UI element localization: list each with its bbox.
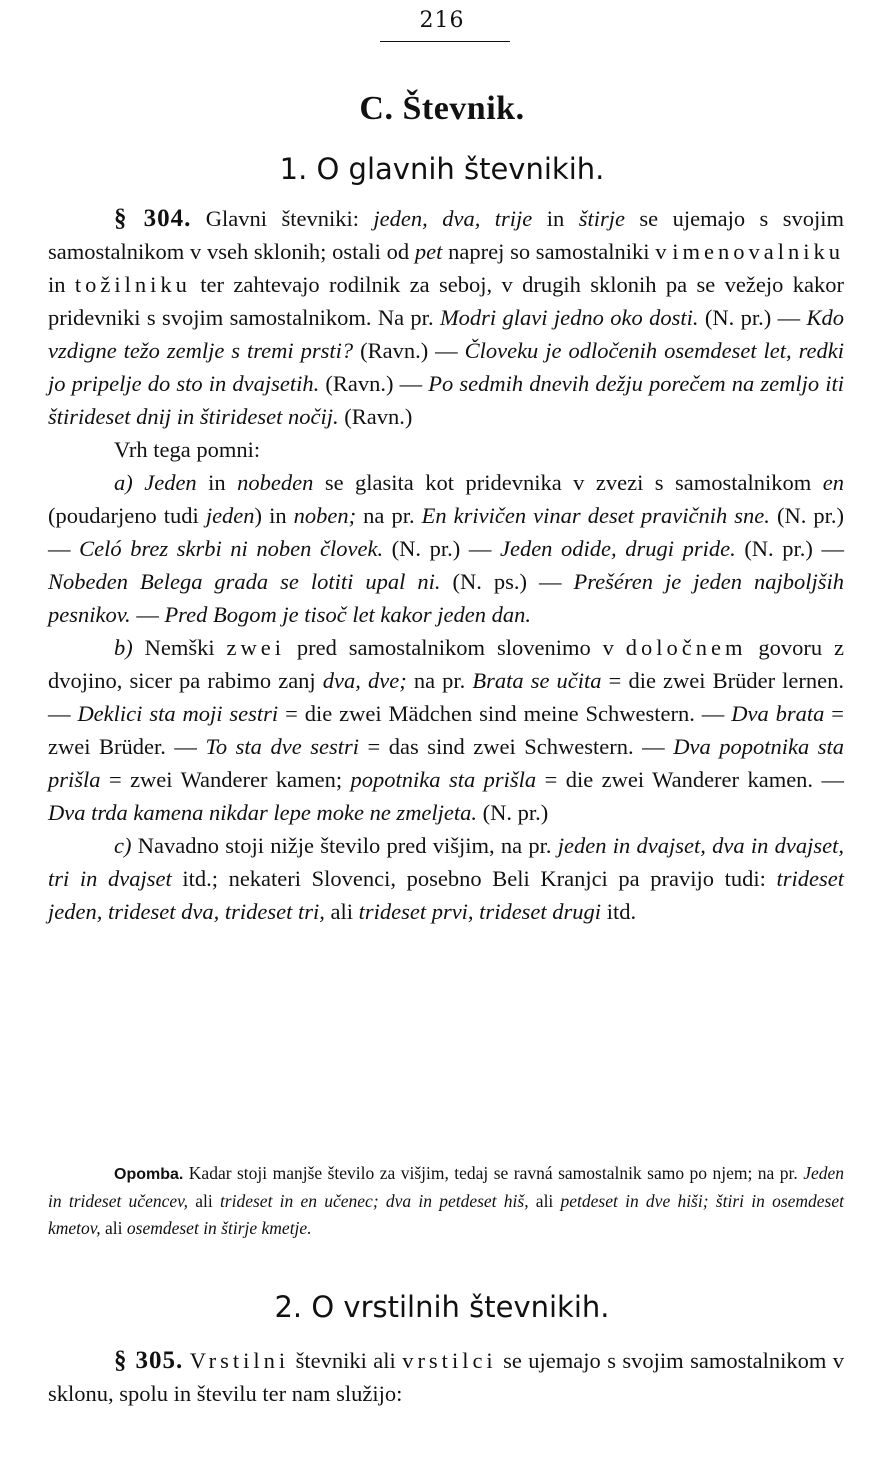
paragraph-b: b) Nemški zwei pred samostalnikom slovenimo v določnem govoru z dvojino, sicer pa rabimo zanj dva, dve; na pr. Brata se učita = die zwei Brüder lernen. — Deklici sta moji sestri = die zwei Mädchen sind meine Schwestern. — Dva brata = zwei Brüder. — To sta dve sestri = das sind zwei Schwestern. — Dva popotnika sta prišla = zwei Wanderer kamen; popotnika sta prišla = die zwei Wanderer kamen. — Dva trda kamena nikdar lepe moke ne zmeljeta. (N. pr.) xyxy=(48,635,845,825)
main-text xyxy=(48,202,844,928)
paragraph-number: § 304. xyxy=(114,205,192,232)
paragraph-vrh: Vrh tega pomni: xyxy=(114,437,261,462)
page-number: 216 xyxy=(419,8,465,33)
note-label: Opomba. xyxy=(114,1166,184,1183)
paragraph-305: § 305. Vrstilni števniki ali vrstilci se ujemajo s svojim samostalnikom v sklonu, spolu in številu ter nam služijo: xyxy=(48,1347,844,1406)
footnote-opomba: Opomba. Kadar stoji manjše število za višjim, tedaj se ravná samostalnik samo po njem; na pr. Jeden in trideset učencev, ali trideset in en učenec; dva in petdeset hiš, ali petdeset in dve hiši; štiri in osemdeset kmetov, ali osemdeset in štirje kmetje. xyxy=(48,1163,844,1238)
paragraph-304: § 304. Glavni števniki: jeden, dva, trije in štirje se ujemajo s svojim samostalnikom v vseh sklonih; ostali od pet naprej so samostalniki v imenovalniku in tožilniku ter zahtevajo rodilnik za seboj, v drugih sklonih pa se vežejo kakor pridevniki s svojim samostalnikom. Na pr. Modri glavi jedno oko dosti. (N. pr.) — Kdo vzdigne težo zemlje s tremi prsti? (Ravn.) — Človeku je odločenih osemdeset let, redki jo pripelje do sto in dvajsetih. (Ravn.) — Po sedmih dnevih dežju porečem na zemljo iti štirideset dnij in štirideset nočij. (Ravn.) xyxy=(48,205,844,429)
header-rule xyxy=(380,41,510,42)
paragraph-c: c) Navadno stoji nižje število pred višjim, na pr. jeden in dvajset, dva in dvajset, tri in dvajset itd.; nekateri Slovenci, posebno Beli Kranjci pa pravijo tudi: trideset jeden, trideset dva, trideset tri, ali trideset prvi, trideset drugi itd. xyxy=(48,833,844,924)
paragraph-number: § 305. xyxy=(114,1347,184,1374)
section-heading-2: 2. O vrstilnih števnikih. xyxy=(274,1290,610,1324)
main-text-2 xyxy=(48,1344,844,1410)
paragraph-a: a) Jeden in nobeden se glasita kot pridevnika v zvezi s samostalnikom en (poudarjeno tudi jeden) in noben; na pr. En krivičen vinar deset pravičnih sne. (N. pr.) — Celó brez skrbi ni noben človek. (N. pr.) — Jeden odide, drugi pride. (N. pr.) — Nobeden Belega grada se lotiti upal ni. (N. ps.) — Prešéren je jeden najboljših pesnikov. — Pred Bogom je tisoč let kakor jeden dan. xyxy=(48,470,844,627)
section-heading-1: 1. O glavnih števnikih. xyxy=(279,152,605,186)
chapter-title: C. Števnik. xyxy=(359,90,525,127)
